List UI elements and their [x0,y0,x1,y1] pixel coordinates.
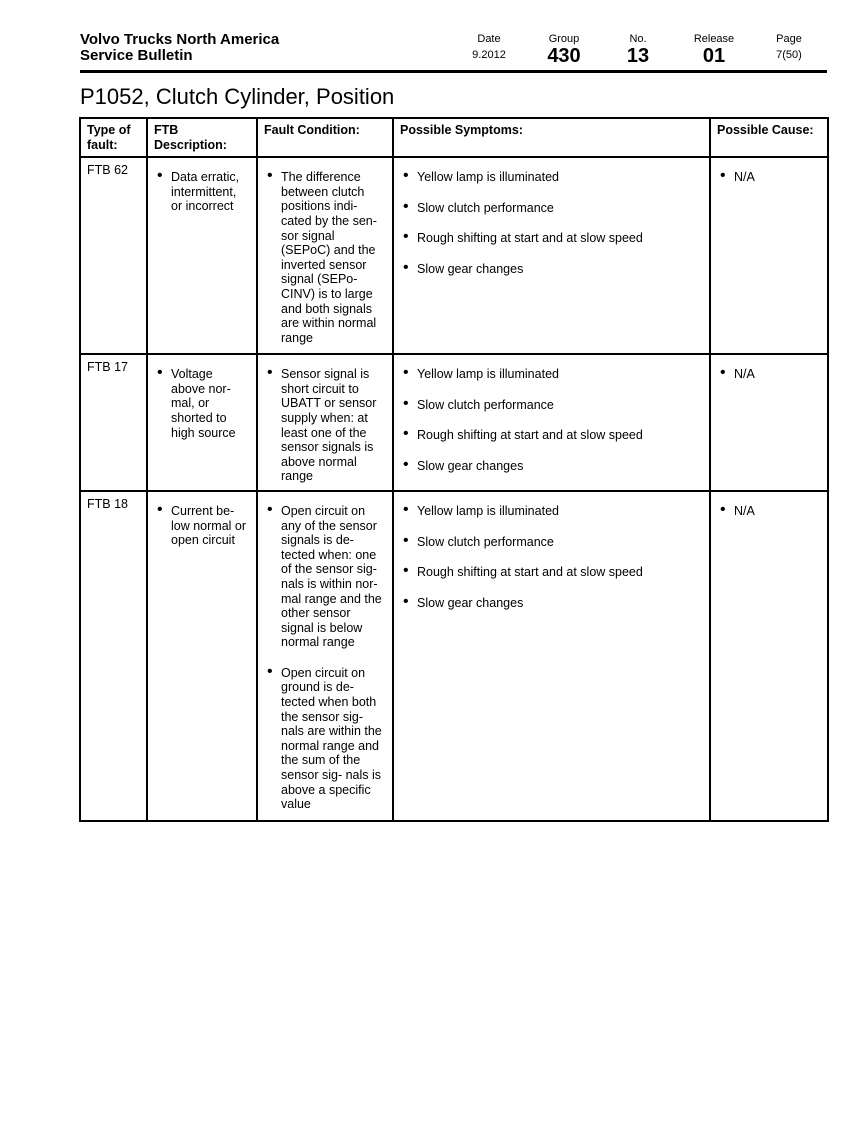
page-label: Page [776,33,802,45]
fault-condition: • The difference between clutch positions indi- cated by the sen- sor signal (SEPoC) and the inverted sensor signal (SEPo- CINV) is to large and both signals are within normal range [264,170,386,345]
fault-condition: • Open circuit on ground is de- tected when both the sensor sig- nals are within the normal range and the sum of the sensor sig- nals is above a specific value [264,666,386,812]
possible-cause-cell [710,354,828,491]
fault-condition: • Sensor signal is short circuit to UBATT or sensor supply when: at least one of the sensor signals is above normal range [264,367,386,484]
ftb-description: • Current be- low normal or open circuit [154,504,250,548]
table-header-row [80,118,828,157]
table-row [80,491,828,821]
symptom-item: • Slow clutch performance [400,201,703,216]
ftb-description-cell [147,354,257,491]
fault-table [79,117,829,822]
symptom-item: • Yellow lamp is illuminated [400,504,703,519]
header-title-block [80,32,279,64]
fault-condition-cell [257,157,393,354]
column-header-condition: Fault Condition: [257,118,393,157]
symptoms-cell [393,354,710,491]
symptom-item: • Yellow lamp is illuminated [400,367,703,382]
possible-cause-cell [710,491,828,821]
page-title: P1052, Clutch Cylinder, Position [80,84,395,109]
page-value: 7(50) [776,49,802,61]
fault-type-cell: FTB 18 [80,491,147,821]
table-row [80,157,828,354]
table-row [80,354,828,491]
ftb-description: • Data erratic, intermittent, or incorrect [154,170,250,214]
date-label: Date [477,33,501,45]
symptom-item: • Slow gear changes [400,459,703,474]
header-release [688,33,740,66]
ftb-description-cell [147,157,257,354]
fault-type-cell: FTB 62 [80,157,147,354]
possible-cause-cell [710,157,828,354]
fault-condition-cell [257,354,393,491]
release-value: 01 [702,45,726,67]
group-value: 430 [547,45,581,67]
company-name: Volvo Trucks North America [80,31,280,48]
symptom-item: • Slow clutch performance [400,535,703,550]
header-page [770,33,808,62]
fault-type-cell: FTB 17 [80,354,147,491]
symptom-item: • Slow gear changes [400,596,703,611]
number-label: No. [629,33,647,45]
symptom-item: • Yellow lamp is illuminated [400,170,703,185]
symptom-item: • Rough shifting at start and at slow speed [400,428,703,443]
fault-condition: • Open circuit on any of the sensor signals is de- tected when: one of the sensor sig- nals is within nor- mal range and the other sensor signal is below normal range [264,504,386,650]
header-divider [80,70,827,73]
column-header-description: FTB Description: [147,118,257,157]
possible-cause: • N/A [717,367,821,382]
date-value: 9.2012 [472,49,506,61]
column-header-symptoms: Possible Symptoms: [393,118,710,157]
header-date [468,33,510,62]
number-value: 13 [626,45,650,67]
ftb-description-cell [147,491,257,821]
symptom-item: • Rough shifting at start and at slow speed [400,231,703,246]
fault-condition-cell [257,491,393,821]
symptom-item: • Slow gear changes [400,262,703,277]
header-number [620,33,656,66]
symptoms-cell [393,491,710,821]
possible-cause: • N/A [717,170,821,185]
header-group [540,33,588,66]
release-label: Release [693,33,735,45]
document-type: Service Bulletin [80,47,193,64]
column-header-cause: Possible Cause: [710,118,828,157]
group-label: Group [548,33,580,45]
symptoms-cell [393,157,710,354]
symptom-item: • Rough shifting at start and at slow speed [400,565,703,580]
symptom-item: • Slow clutch performance [400,398,703,413]
column-header-type: Type of fault: [80,118,147,157]
possible-cause: • N/A [717,504,821,519]
ftb-description: • Voltage above nor- mal, or shorted to high source [154,367,250,440]
